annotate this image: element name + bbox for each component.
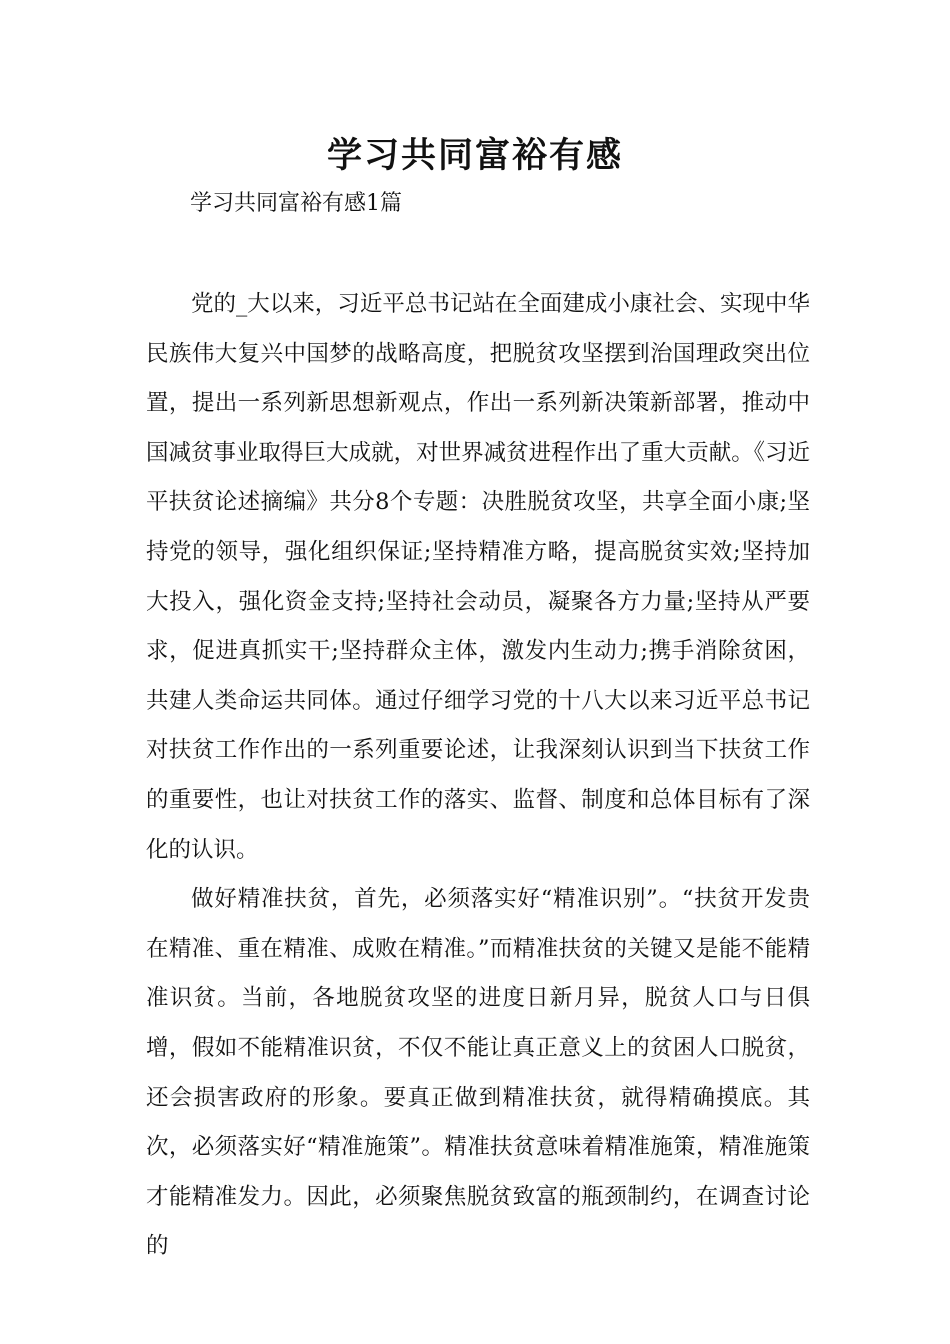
paragraph: 党的_大以来，习近平总书记站在全面建成小康社会、实现中华民族伟大复兴中国梦的战略高度，把脱贫攻坚摆到治国理政突出位置，提出一系列新思想新观点，作出一系列新决策新部署，推动中国减贫事业取得巨大成就，对世界减贫进程作出了重大贡献。《习近平扶贫论述摘编》共分8个专题：决胜脱贫攻坚，共享全面小康;坚持党的领导，强化组织保证;坚持精准方略，提高脱贫实效;坚持加大投入，强化资金支持;坚持社会动员，凝聚各方力量;坚持从严要求，促进真抓实干;坚持群众主体，激发内生动力;携手消除贫困，共建人类命运共同体。通过仔细学习党的十八大以来习近平总书记对扶贫工作作出的一系列重要论述，让我深刻认识到当下扶贫工作的重要性，也让对扶贫工作的落实、监督、制度和总体目标有了深化的认识。 <box>146 291 810 863</box>
document-body <box>146 280 810 1272</box>
paragraph: 做好精准扶贫，首先，必须落实好“精准识别”。“扶贫开发贵在精准、重在精准、成败在精准。”而精准扶贫的关键又是能不能精准识贫。当前，各地脱贫攻坚的进度日新月异，脱贫人口与日俱增，假如不能精准识贫，不仅不能让真正意义上的贫困人口脱贫，还会损害政府的形象。要真正做到精准扶贫，就得精确摸底。其次，必须落实好“精准施策”。精准扶贫意味着精准施策，精准施策才能精准发力。因此，必须聚焦脱贫致富的瓶颈制约，在调查讨论的 <box>146 886 810 1260</box>
document-subtitle: 学习共同富裕有感1篇 <box>190 191 402 216</box>
document-title: 学习共同富裕有感 <box>326 136 623 176</box>
